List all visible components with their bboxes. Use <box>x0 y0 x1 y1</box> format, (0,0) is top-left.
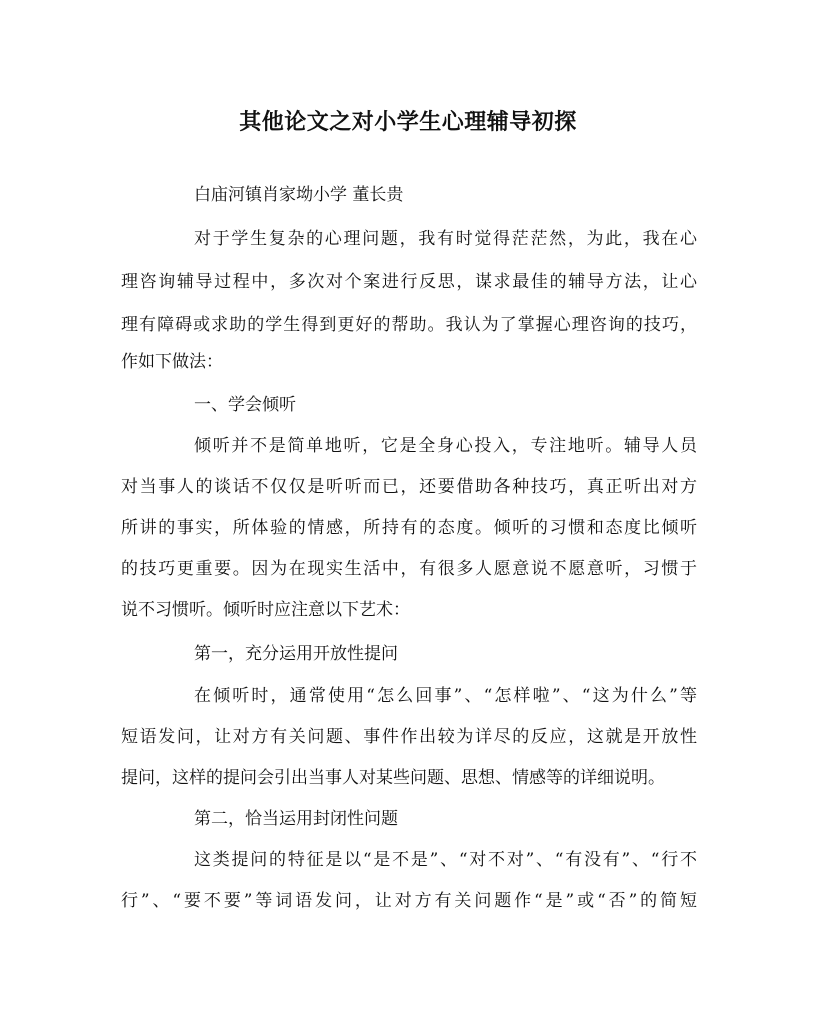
paragraph-line: 这类提问的特征是以“是不是”、“对不对”、“有没有”、“行不 <box>194 850 697 870</box>
document-title: 其他论文之对小学生心理辅导初探 <box>239 109 577 135</box>
paragraph-line: 行”、“要不要”等词语发问，让对方有关问题作“是”或“否”的简短 <box>121 891 697 911</box>
paragraph-line: 提问，这样的提问会引出当事人对某些问题、思想、情感等的详细说明。 <box>121 768 665 788</box>
paragraph-line: 倾听并不是简单地听，它是全身心投入，专注地听。辅导人员 <box>194 436 697 456</box>
paragraph-line: 的技巧更重要。因为在现实生活中，有很多人愿意说不愿意听，习惯于 <box>121 559 697 579</box>
section-heading: 一、学会倾听 <box>194 395 296 415</box>
paragraph-line: 对于学生复杂的心理问题，我有时觉得茫茫然，为此，我在心 <box>194 229 697 249</box>
author-line: 白庙河镇肖家坳小学 董长贵 <box>194 185 404 205</box>
paragraph-line: 所讲的事实，所体验的情感，所持有的态度。倾听的习惯和态度比倾听 <box>121 518 697 538</box>
paragraph-line: 短语发问，让对方有关问题、事件作出较为详尽的反应，这就是开放性 <box>121 727 697 747</box>
subsection-heading: 第二，恰当运用封闭性问题 <box>194 809 398 829</box>
paragraph-line: 理有障碍或求助的学生得到更好的帮助。我认为了掌握心理咨询的技巧， <box>121 315 697 335</box>
paragraph-line: 在倾听时，通常使用“怎么回事”、“怎样啦”、“这为什么”等 <box>194 686 697 706</box>
subsection-heading: 第一，充分运用开放性提问 <box>194 644 398 664</box>
paragraph-line: 作如下做法： <box>121 352 223 372</box>
paragraph-line: 理咨询辅导过程中，多次对个案进行反思，谋求最佳的辅导方法，让心 <box>121 272 697 292</box>
paragraph-line: 说不习惯听。倾听时应注意以下艺术： <box>121 600 410 620</box>
paragraph-line: 对当事人的谈话不仅仅是听听而已，还要借助各种技巧，真正听出对方 <box>121 477 697 497</box>
